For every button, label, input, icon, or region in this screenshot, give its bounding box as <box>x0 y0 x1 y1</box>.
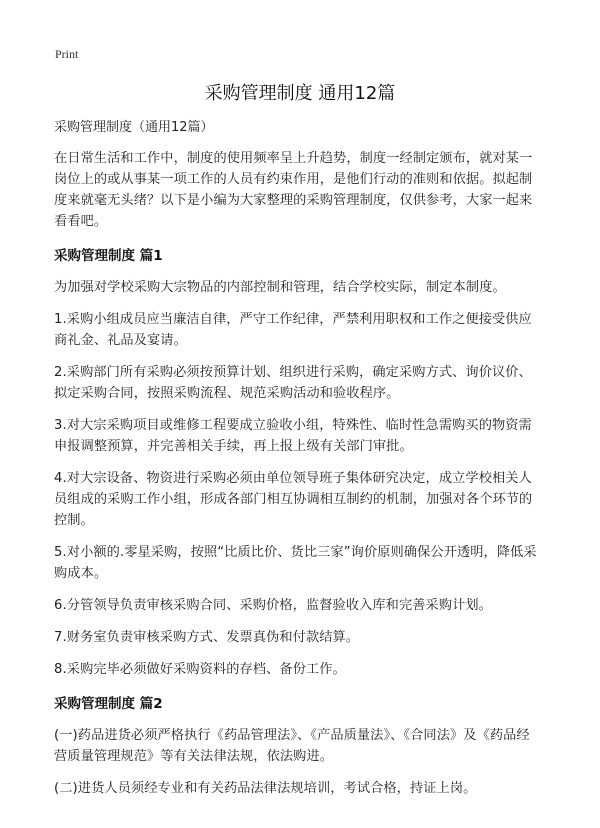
section-1-paragraph: 3.对大宗采购项目或维修工程要成立验收小组，特殊性、临时性急需购买的物资需申报调整预算，并完善相关手续，再上报上级有关部门审批。 <box>54 418 532 454</box>
document-subtitle: 采购管理制度（通用12篇） <box>54 120 214 135</box>
section-2-heading: 采购管理制度 篇2 <box>54 696 163 712</box>
intro-paragraph: 在日常生活和工作中，制度的使用频率呈上升趋势，制度一经制定颁布，就对某一岗位上的或从事某一项工作的人员有约束作用，是他们行动的准则和依据。拟起制度来就毫无头绪？以下是小编为大家整理的采购管理制度，仅供参考，大家一起来看看吧。 <box>54 151 533 229</box>
section-1-paragraph: 8.采购完毕必须做好采购资料的存档、备份工作。 <box>54 662 346 677</box>
section-1-paragraph: 6.分管领导负责审核采购合同、采购价格，监督验收入库和完善采购计划。 <box>54 598 492 613</box>
section-2-paragraph: (二)进货人员须经专业和有关药品法律法规培训，考试合格，持证上岗。 <box>54 781 477 796</box>
section-1-paragraph: 1.采购小组成员应当廉洁自律，严守工作纪律，严禁利用职权和工作之便接受供应商礼金、礼品及宴请。 <box>54 312 532 348</box>
section-2-paragraph: (一)药品进货必须严格执行《药品管理法》、《产品质量法》、《合同法》及《药品经营质量管理规范》等有关法律法规，依法购进。 <box>54 728 530 764</box>
document-body <box>54 118 542 810</box>
page-title: 采购管理制度 通用12篇 <box>204 83 396 104</box>
section-1-paragraph: 5.对小额的.零星采购，按照“比质比价、货比三家”询价原则确保公开透明，降低采购成本。 <box>54 545 537 581</box>
section-1-paragraph: 2.采购部门所有采购必须按预算计划、组织进行采购，确定采购方式、询价议价、拟定采购合同，按照采购流程、规范采购活动和验收程序。 <box>54 365 532 401</box>
section-1-paragraph: 4.对大宗设备、物资进行采购必须由单位领导班子集体研究决定，成立学校相关人员组成的采购工作小组，形成各部门相互协调相互制约的机制，加强对各个环节的控制。 <box>54 471 533 528</box>
section-1-heading: 采购管理制度 篇1 <box>54 248 163 264</box>
section-1-paragraph: 为加强对学校采购大宗物品的内部控制和管理，结合学校实际，制定本制度。 <box>54 280 506 295</box>
section-1-paragraph: 7.财务室负责审核采购方式、发票真伪和付款结算。 <box>54 630 360 645</box>
print-label[interactable]: Print <box>55 47 79 61</box>
